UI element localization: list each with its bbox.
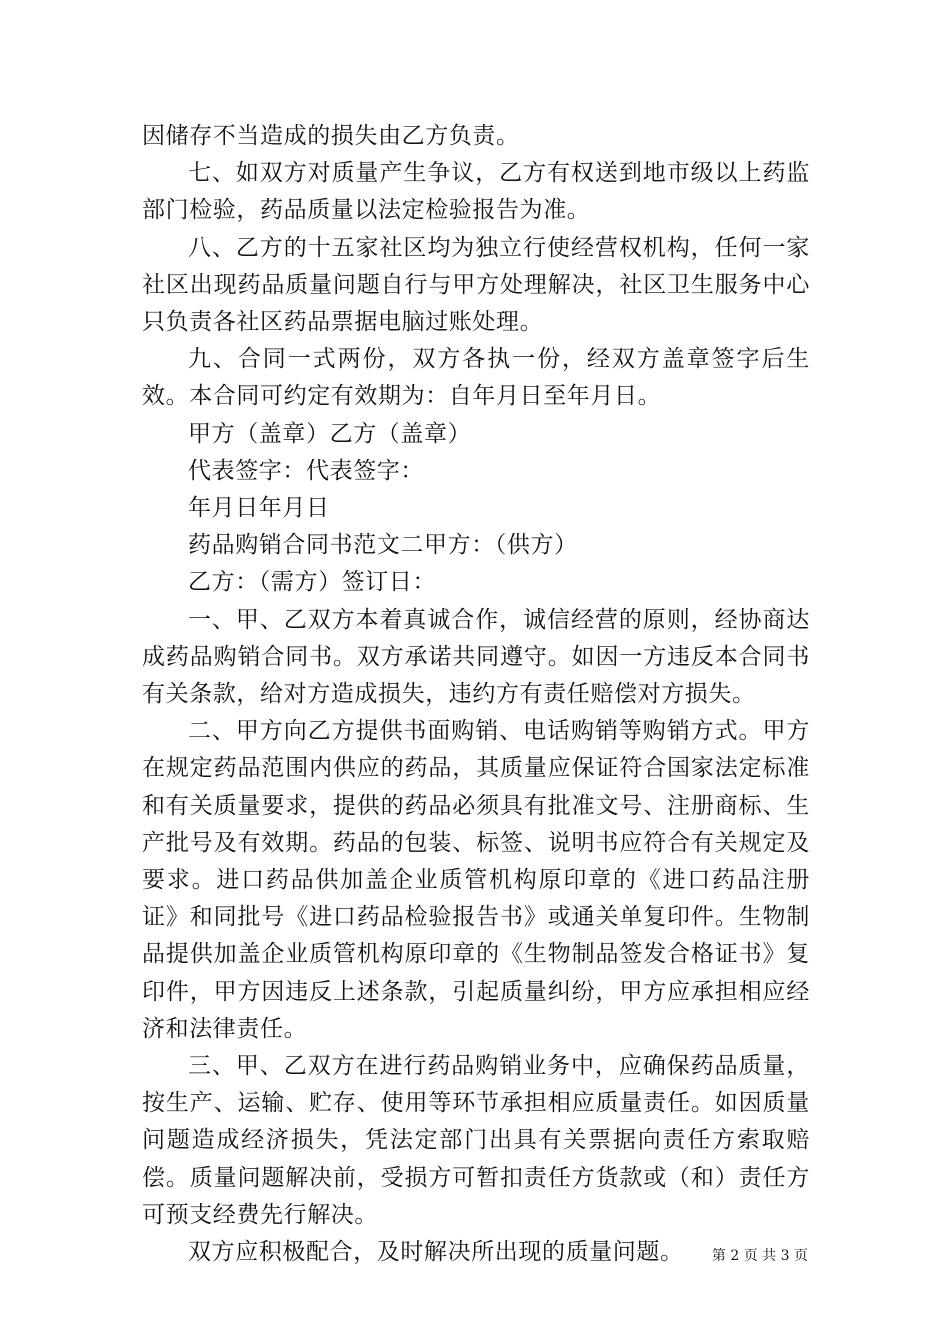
signature-date-line: 年月日年月日 [188, 495, 330, 522]
sample-two-title: 药品购销合同书范文二甲方：（供方） [188, 532, 578, 559]
document-body [142, 118, 810, 1271]
paragraph-clause-8: 八、乙方的十五家社区均为独立行使经营权机构，任何一家社区出现药品质量问题自行与甲方处理解决，社区卫生服务中心只负责各社区药品票据电脑过账处理。 [142, 234, 810, 336]
party-b-line: 乙方：（需方）签订日： [188, 569, 437, 596]
paragraph-clause-7: 七、如双方对质量产生争议，乙方有权送到地市级以上药监部门检验，药品质量以法定检验报告为准。 [142, 160, 810, 224]
paragraph-clause-9: 九、合同一式两份，双方各执一份，经双方盖章签字后生效。本合同可约定有效期为：自年月日至年月日。 [142, 346, 810, 410]
paragraph-clause-1: 一、甲、乙双方本着真诚合作，诚信经营的原则，经协商达成药品购销合同书。双方承诺共同遵守。如因一方违反本合同书有关条款，给对方造成损失，违约方有责任赔偿对方损失。 [142, 606, 810, 708]
paragraph-clause-3: 三、甲、乙双方在进行药品购销业务中，应确保药品质量，按生产、运输、贮存、使用等环节承担相应质量责任。如因质量问题造成经济损失，凭法定部门出具有关票据向责任方索取赔偿。质量问题解决前，受损方可暂扣责任方货款或（和）责任方可预支经费先行解决。 [142, 1053, 810, 1228]
page-footer [712, 1247, 808, 1265]
page-number: 第 2 页 共 3 页 [711, 1248, 808, 1264]
paragraph-clause-2: 二、甲方向乙方提供书面购销、电话购销等购销方式。甲方在规定药品范围内供应的药品，其质量应保证符合国家法定标准和有关质量要求，提供的药品必须具有批准文号、注册商标、生产批号及有效期。药品的包装、标签、说明书应符合有关规定及要求。进口药品供加盖企业质管机构原印章的《进口药品注册证》和同批号《进口药品检验报告书》或通关单复印件。生物制品提供加盖企业质管机构原印章的《生物制品签发合格证书》复印件，甲方因违反上述条款，引起质量纠纷，甲方应承担相应经济和法律责任。 [142, 718, 810, 1042]
signature-seal-line: 甲方（盖章）乙方（盖章） [188, 420, 472, 447]
signature-representative-line: 代表签字：代表签字： [188, 457, 424, 484]
paragraph-cooperation: 双方应积极配合，及时解决所出现的质量问题。 [188, 1239, 684, 1266]
paragraph-continuation: 因储存不当造成的损失由乙方负责。 [142, 123, 520, 149]
